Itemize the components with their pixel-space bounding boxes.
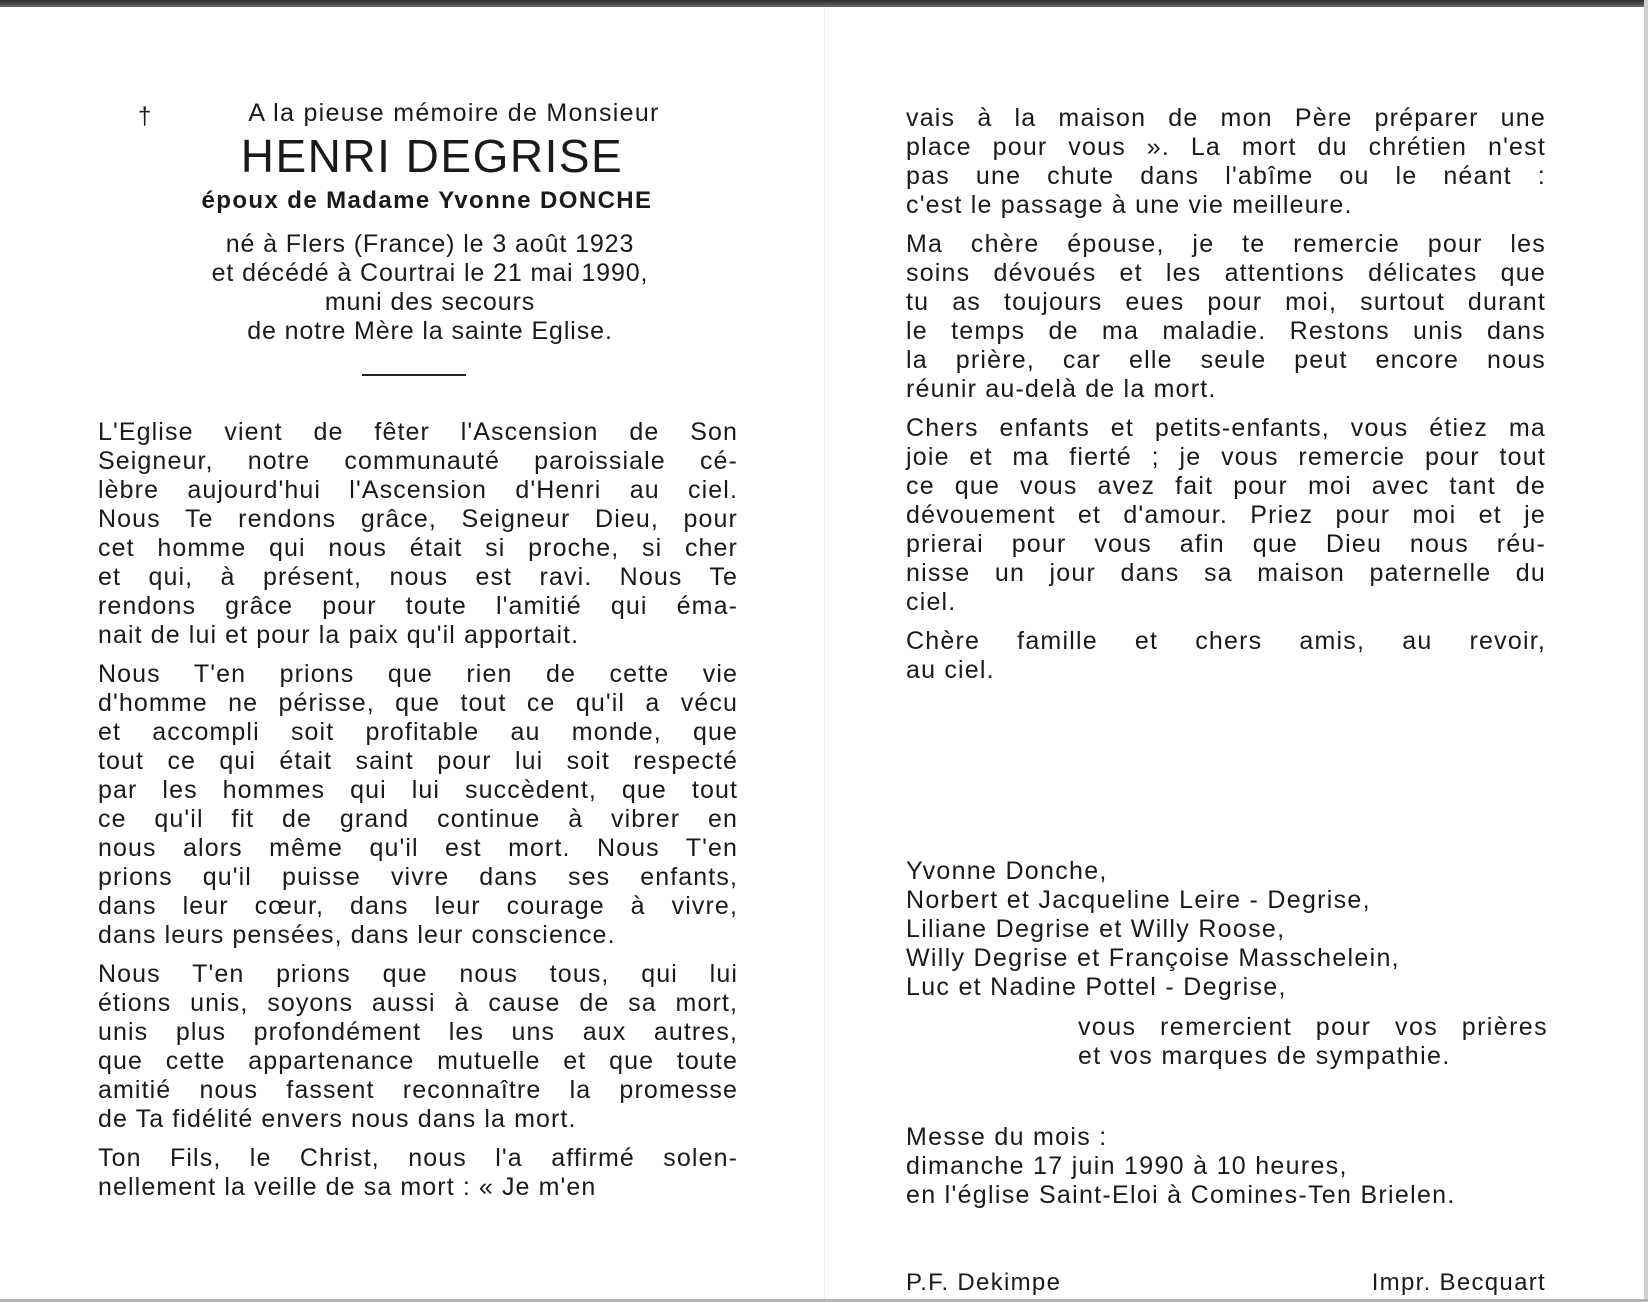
mass-announcement	[906, 1123, 1546, 1210]
text-line: d'homme ne périsse, que tout ce qu'il a vécu	[98, 689, 738, 717]
text-line: étions unis, soyons aussi à cause de sa mort,	[98, 989, 738, 1017]
paragraph	[98, 960, 738, 1134]
text-line: et qui, à présent, nous est ravi. Nous Te	[98, 563, 738, 591]
text-line: ce qu'il fit de grand continue à vibrer en	[98, 805, 738, 833]
text-line: ciel.	[906, 588, 957, 616]
divider	[362, 374, 466, 376]
memorial-header	[98, 98, 738, 376]
scan-top-edge	[0, 0, 1648, 7]
text-line: L'Eglise vient de fêter l'Ascension de Son	[98, 418, 738, 446]
text-line: Seigneur, notre communauté paroissiale cé-	[98, 447, 738, 475]
right-body-text	[906, 104, 1546, 695]
thanks-note	[1078, 1013, 1548, 1071]
text-line: Nous Te rendons grâce, Seigneur Dieu, pour	[98, 505, 738, 533]
text-line: Nous T'en prions que rien de cette vie	[98, 660, 738, 688]
text-line: lèbre aujourd'hui l'Ascension d'Henri au ciel.	[98, 476, 738, 504]
paragraph	[98, 1144, 738, 1202]
text-line: nous alors même qu'il est mort. Nous T'en	[98, 834, 738, 862]
text-line: pas une chute dans l'abîme ou le néant :	[906, 162, 1546, 190]
thanks-line: vous remercient pour vos prières	[1078, 1013, 1548, 1041]
text-line: ce que vous avez fait pour moi avec tant de	[906, 472, 1546, 500]
text-line: que cette appartenance mutuelle et que toute	[98, 1047, 738, 1075]
date-line: muni des secours	[324, 288, 536, 316]
text-line: Ma chère épouse, je te remercie pour les	[906, 230, 1546, 258]
text-line: unis plus profondément les uns aux autres,	[98, 1018, 738, 1046]
signer-line: Liliane Degrise et Willy Roose,	[906, 915, 1286, 943]
text-line: dans leur cœur, dans leur courage à vivre,	[98, 892, 738, 920]
deceased-name: HENRI DEGRISE	[240, 130, 624, 182]
cross-icon: †	[138, 103, 152, 130]
funeral-director: P.F. Dekimpe	[906, 1269, 1062, 1296]
signer-line: Yvonne Donche,	[906, 857, 1108, 885]
paragraph	[906, 230, 1546, 404]
paragraph	[906, 627, 1546, 685]
text-line: nisse un jour dans sa maison paternelle du	[906, 559, 1546, 587]
printer-credit: Impr. Becquart	[1371, 1269, 1546, 1296]
text-line: nellement la veille de sa mort : « Je m'en	[98, 1173, 597, 1201]
text-line: réunir au-delà de la mort.	[906, 375, 1217, 403]
thanks-line: et vos marques de sympathie.	[1078, 1042, 1451, 1070]
scan-right-edge	[1644, 0, 1648, 1302]
paragraph	[906, 104, 1546, 220]
text-line: dévouement et d'amour. Priez pour moi et je	[906, 501, 1546, 529]
text-line: de Ta fidélité envers nous dans la mort.	[98, 1105, 577, 1133]
text-line: prierai pour vous afin que Dieu nous réu-	[906, 530, 1546, 558]
date-line: né à Flers (France) le 3 août 1923	[225, 230, 635, 258]
text-line: le temps de ma maladie. Restons unis dans	[906, 317, 1546, 345]
text-line: tout ce qui était saint pour lui soit respecté	[98, 747, 738, 775]
family-signers	[906, 857, 1546, 1002]
text-line: joie et ma fierté ; je vous remercie pour tout	[906, 443, 1546, 471]
mass-line: en l'église Saint-Eloi à Comines-Ten Brielen.	[906, 1181, 1456, 1209]
text-line: et accompli soit profitable au monde, que	[98, 718, 738, 746]
paragraph	[906, 414, 1546, 617]
footer	[906, 1268, 1546, 1298]
text-line: soins dévoués et les attentions délicates que	[906, 259, 1546, 287]
text-line: nait de lui et pour la paix qu'il apportait.	[98, 621, 580, 649]
text-line: prions qu'il puisse vivre dans ses enfants,	[98, 863, 738, 891]
paragraph	[98, 418, 738, 650]
text-line: Chers enfants et petits-enfants, vous étiez ma	[906, 414, 1546, 442]
text-line: Nous T'en prions que nous tous, qui lui	[98, 960, 738, 988]
text-line: rendons grâce pour toute l'amitié qui éma-	[98, 592, 738, 620]
spouse-line: époux de Madame Yvonne DONCHE	[201, 187, 653, 214]
mass-line: Messe du mois :	[906, 1123, 1108, 1151]
text-line: cet homme qui nous était si proche, si cher	[98, 534, 738, 562]
text-line: c'est le passage à une vie meilleure.	[906, 191, 1353, 219]
signer-line: Luc et Nadine Pottel - Degrise,	[906, 973, 1287, 1001]
text-line: vais à la maison de mon Père préparer une	[906, 104, 1546, 132]
left-body-text	[98, 418, 738, 1202]
mass-line: dimanche 17 juin 1990 à 10 heures,	[906, 1152, 1348, 1180]
memorial-intro: A la pieuse mémoire de Monsieur	[248, 99, 660, 127]
signer-line: Norbert et Jacqueline Leire - Degrise,	[906, 886, 1371, 914]
text-line: au ciel.	[906, 656, 995, 684]
text-line: Chère famille et chers amis, au revoir,	[906, 627, 1546, 655]
text-line: amitié nous fassent reconnaître la promesse	[98, 1076, 738, 1104]
paragraph	[98, 660, 738, 950]
left-column	[98, 98, 738, 1212]
date-line: de notre Mère la sainte Eglise.	[247, 317, 613, 345]
date-line: et décédé à Courtrai le 21 mai 1990,	[211, 259, 649, 287]
text-line: tu as toujours eues pour moi, surtout durant	[906, 288, 1546, 316]
text-line: la prière, car elle seule peut encore nous	[906, 346, 1546, 374]
signer-line: Willy Degrise et Françoise Masschelein,	[906, 944, 1400, 972]
birth-death-details	[98, 230, 738, 346]
text-line: place pour vous ». La mort du chrétien n'est	[906, 133, 1546, 161]
text-line: Ton Fils, le Christ, nous l'a affirmé solen-	[98, 1144, 738, 1172]
card-fold-line	[824, 7, 825, 1299]
text-line: dans leurs pensées, dans leur conscience.	[98, 921, 616, 949]
text-line: par les hommes qui lui succèdent, que tout	[98, 776, 738, 804]
